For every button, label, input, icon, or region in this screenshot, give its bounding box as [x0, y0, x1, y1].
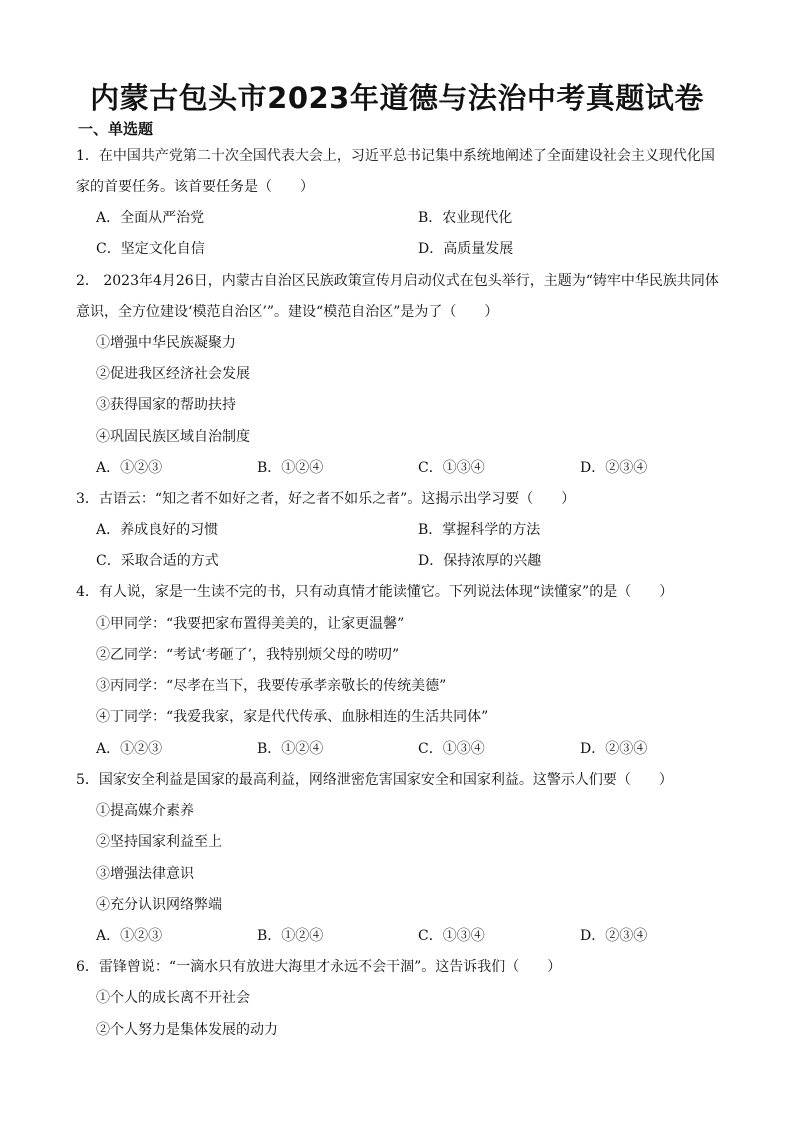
question-3-choice-b: B．掌握科学的方法 [418, 522, 541, 538]
question-2-item-1: ①增强中华民族凝聚力 [96, 335, 236, 351]
question-2-stem-line-1: 2． 2023年4月26日，内蒙古自治区民族政策宣传月启动仪式在包头举行，主题为“铸牢中华民族共同体 [76, 273, 719, 289]
question-2-choice-d: D．②③④ [580, 460, 648, 476]
question-3-choice-d: D．保持浓厚的兴趣 [418, 553, 542, 569]
question-5-choice-d: D．②③④ [580, 928, 648, 944]
question-4-item-4: ④丁同学：“我爱我家，家是代代传承、血脉相连的生活共同体” [96, 709, 489, 725]
question-2-stem-line-2: 意识，全方位建设‘模范自治区’”。建设“模范自治区”是为了（ ） [76, 304, 499, 320]
question-6-item-2: ②个人努力是集体发展的动力 [96, 1022, 278, 1038]
question-2-item-2: ②促进我区经济社会发展 [96, 366, 250, 382]
question-5-item-3: ③增强法律意识 [96, 866, 194, 882]
question-5-item-2: ②坚持国家利益至上 [96, 834, 222, 850]
question-2-choice-c: C．①③④ [418, 460, 485, 476]
question-3-stem: 3．古语云：“知之者不如好之者，好之者不如乐之者”。这揭示出学习要（ ） [76, 491, 576, 507]
question-5-choice-a: A．①②③ [96, 928, 163, 944]
question-2-item-4: ④巩固民族区域自治制度 [96, 429, 250, 445]
question-1-stem-line-2: 家的首要任务。该首要任务是（ ） [76, 179, 314, 195]
question-1-choice-b: B．农业现代化 [418, 210, 513, 226]
question-5-choice-b: B．①②④ [257, 928, 324, 944]
question-5-item-4: ④充分认识网络弊端 [96, 897, 222, 913]
question-1-choice-c: C．坚定文化自信 [96, 241, 205, 257]
question-5-item-1: ①提高媒介素养 [96, 803, 194, 819]
question-5-stem: 5．国家安全利益是国家的最高利益，网络泄密危害国家安全和国家利益。这警示人们要（ ） [76, 772, 673, 788]
question-4-item-2: ②乙同学：“考试‘考砸了’，我特别烦父母的唠叨” [96, 647, 400, 663]
question-1-choice-a: A．全面从严治党 [96, 210, 205, 226]
question-1-choice-d: D．高质量发展 [418, 241, 514, 257]
question-4-choice-d: D．②③④ [580, 741, 648, 757]
question-3-choice-a: A．养成良好的习惯 [96, 522, 219, 538]
question-4-choice-b: B．①②④ [257, 741, 324, 757]
question-4-stem: 4．有人说，家是一生读不完的书，只有动真情才能读懂它。下列说法体现“读懂家”的是（ ） [76, 584, 674, 600]
question-4-item-1: ①甲同学：“我要把家布置得美美的，让家更温馨” [96, 616, 405, 632]
question-5-choice-c: C．①③④ [418, 928, 485, 944]
question-3-choice-c: C．采取合适的方式 [96, 553, 219, 569]
question-2-item-3: ③获得国家的帮助扶持 [96, 397, 236, 413]
question-1-stem-line-1: 1．在中国共产党第二十次全国代表大会上，习近平总书记集中系统地阐述了全面建设社会主义现代化国 [76, 148, 715, 164]
question-4-choice-a: A．①②③ [96, 741, 163, 757]
question-6-item-1: ①个人的成长离不开社会 [96, 990, 250, 1006]
question-6-stem: 6．雷锋曾说：“一滴水只有放进大海里才永远不会干涸”。这告诉我们（ ） [76, 959, 562, 975]
question-2-choice-a: A．①②③ [96, 460, 163, 476]
question-4-item-3: ③丙同学：“尽孝在当下，我要传承孝亲敬长的传统美德” [96, 678, 447, 694]
section-heading: 一、单选题 [78, 120, 154, 138]
question-4-choice-c: C．①③④ [418, 741, 485, 757]
question-2-choice-b: B．①②④ [257, 460, 324, 476]
page-title: 内蒙古包头市2023年道德与法治中考真题试卷 [90, 81, 704, 115]
